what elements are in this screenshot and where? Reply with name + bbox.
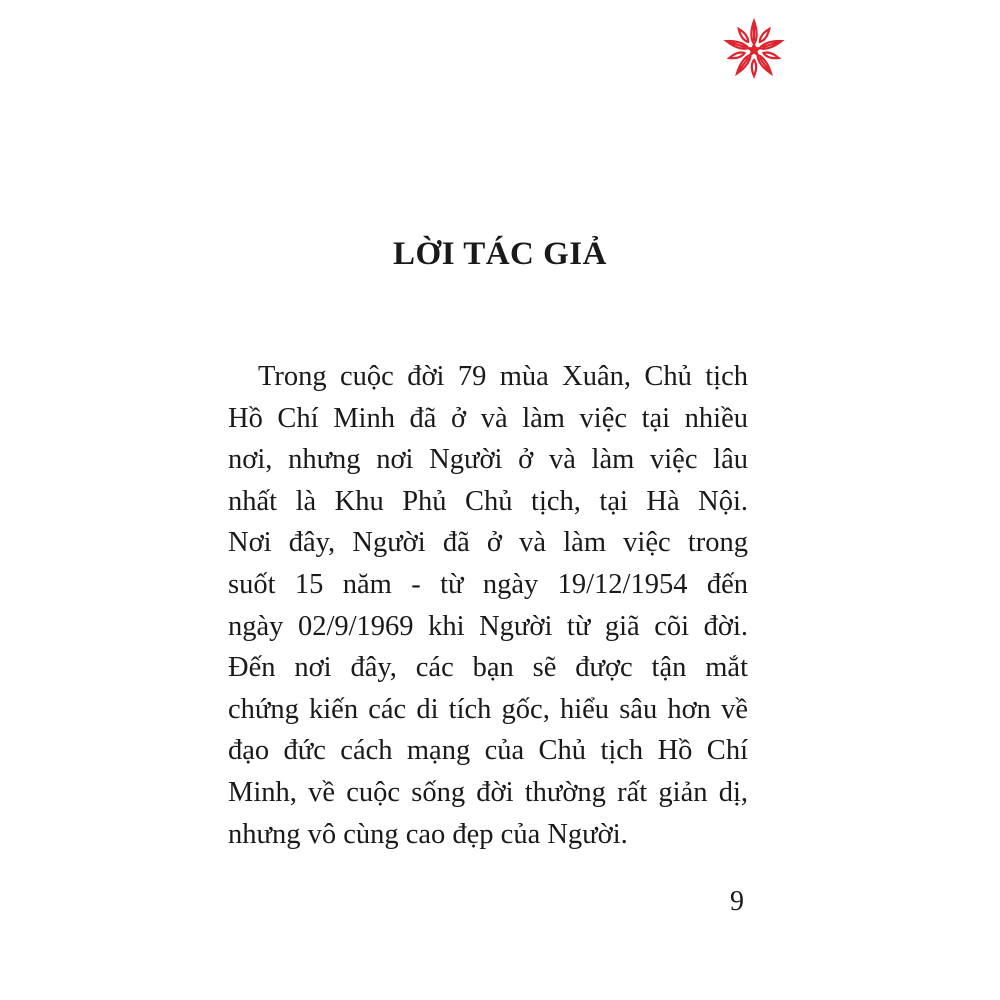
paragraph-line: nơi, nhưng nơi Người ở và làm việc lâu	[228, 444, 748, 476]
page-title: LỜI TÁC GIẢ	[393, 236, 607, 272]
paragraph-line: nhưng vô cùng cao đẹp của Người.	[228, 818, 628, 850]
paragraph-line: Đến nơi đây, các bạn sẽ được tận mắt	[228, 652, 748, 684]
paragraph-line: Minh, về cuộc sống đời thường rất giản dị,	[228, 776, 748, 808]
paragraph-line: đạo đức cách mạng của Chủ tịch Hồ Chí	[228, 735, 748, 767]
paragraph-line: nhất là Khu Phủ Chủ tịch, tại Hà Nội.	[228, 485, 748, 517]
paragraph-line: ngày 02/9/1969 khi Người từ giã cõi đời.	[228, 610, 748, 642]
page-number: 9	[730, 886, 744, 917]
paragraph-line: Trong cuộc đời 79 mùa Xuân, Chủ tịch	[258, 361, 748, 392]
red-star-flower-emblem-icon	[722, 18, 786, 82]
body-paragraph	[228, 356, 748, 855]
paragraph-line: chứng kiến các di tích gốc, hiểu sâu hơn về	[228, 693, 748, 725]
paragraph-line: Nơi đây, Người đã ở và làm việc trong	[228, 527, 748, 559]
publisher-logo	[722, 18, 786, 82]
paragraph-line: suốt 15 năm - từ ngày 19/12/1954 đến	[228, 568, 748, 600]
paragraph-line: Hồ Chí Minh đã ở và làm việc tại nhiều	[228, 402, 748, 434]
